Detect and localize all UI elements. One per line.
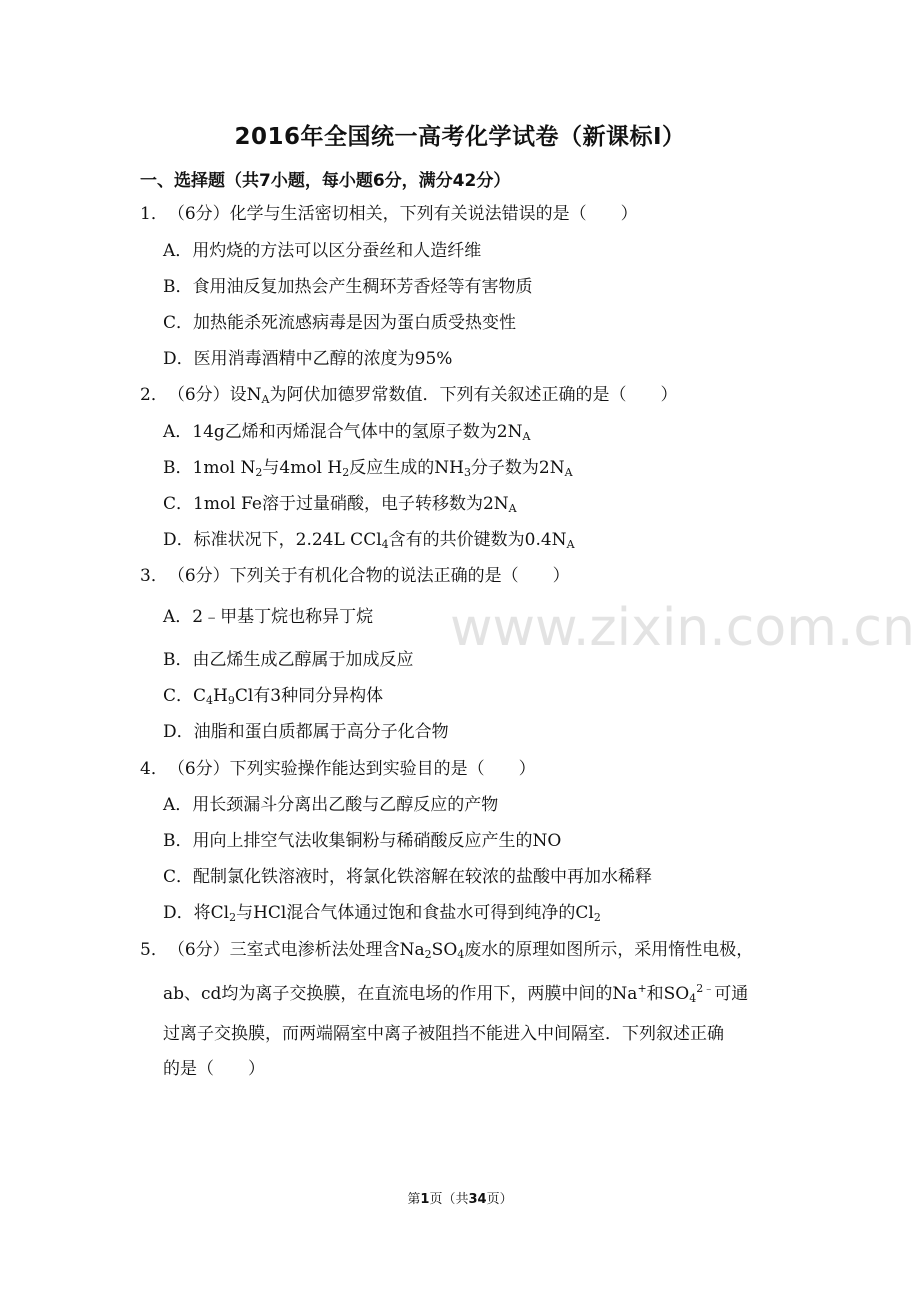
option-text: 食用油反复加热会产生稠环芳香烃等有害物质 — [192, 277, 533, 297]
option-text: 加热能杀死流感病毒是因为蛋白质受热变性 — [193, 313, 517, 333]
option-letter: C． — [163, 494, 194, 514]
option-text: 医用消毒酒精中乙醇的浓度为95% — [193, 349, 453, 369]
option-3d — [163, 720, 449, 744]
subscript: A — [522, 430, 531, 443]
option-letter: C． — [163, 313, 194, 333]
subscript: 3 — [463, 466, 471, 479]
option-3b — [163, 648, 414, 672]
watermark: www.zixin.com.cn — [450, 598, 915, 658]
question-score: （6分） — [167, 204, 230, 224]
footer-text: 页） — [486, 1192, 513, 1207]
question-5 — [140, 938, 753, 962]
question-number: 2． — [140, 385, 168, 405]
option-text: 油脂和蛋白质都属于高分子化合物 — [193, 722, 449, 742]
question-2 — [140, 383, 677, 407]
option-letter: A． — [163, 795, 193, 815]
option-text: H — [213, 686, 228, 706]
subscript: A — [508, 502, 517, 515]
subscript: A — [564, 466, 573, 479]
option-text: Cl有3种同分异构体 — [234, 686, 384, 706]
superscript: + — [637, 982, 647, 995]
option-letter: B． — [163, 831, 193, 851]
option-letter: B． — [163, 458, 193, 478]
option-text: 14g乙烯和丙烯混合气体中的氢原子数为2N — [192, 422, 523, 442]
option-1c — [163, 311, 516, 335]
option-text: 配制氯化铁溶液时，将氯化铁溶解在较浓的盐酸中再加水稀释 — [193, 867, 653, 887]
question-score: （6分） — [167, 566, 230, 586]
footer-text: 第 — [407, 1192, 421, 1207]
question-stem: 废水的原理如图所示，采用惰性电极， — [464, 940, 754, 960]
subscript: 2 — [342, 466, 350, 479]
question-score: （6分） — [167, 385, 230, 405]
option-4c — [163, 865, 652, 889]
question-5-line-3: 过离子交换膜，而两端隔室中离子被阻挡不能进入中间隔室．下列叙述正确 — [163, 1024, 724, 1044]
option-4a — [163, 793, 498, 817]
option-text: C — [193, 686, 207, 706]
total-pages: 34 — [468, 1192, 487, 1207]
subscript: 4 — [689, 992, 697, 1005]
question-stem: 设N — [229, 385, 262, 405]
option-text: 反应生成的NH — [349, 458, 464, 478]
option-letter: D． — [163, 722, 194, 742]
option-letter: A． — [163, 422, 193, 442]
question-score: （6分） — [167, 759, 230, 779]
question-stem: 下列实验操作能达到实验目的是（ ） — [229, 759, 536, 779]
question-stem: 可通 — [714, 984, 749, 1004]
question-5-line-2 — [163, 982, 748, 1006]
option-text: 含有的共价键数为0.4N — [388, 530, 567, 550]
question-stem: 下列关于有机化合物的说法正确的是（ ） — [229, 566, 570, 586]
exam-title: 2016年全国统一高考化学试卷（新课标Ⅰ） — [234, 124, 686, 150]
question-stem: 和SO — [646, 984, 690, 1004]
option-letter: D． — [163, 530, 194, 550]
question-number: 5． — [140, 940, 168, 960]
footer-text: 页（共 — [429, 1192, 469, 1207]
option-letter: D． — [163, 903, 194, 923]
option-text: 与HCl混合气体通过饱和食盐水可得到纯净的Cl — [236, 903, 594, 923]
question-stem: SO — [431, 940, 458, 960]
question-stem: 为阿伏加德罗常数值．下列有关叙述正确的是（ ） — [269, 385, 678, 405]
option-3a — [163, 605, 373, 629]
option-text: 将Cl — [193, 903, 230, 923]
subscript: 2 — [229, 911, 237, 924]
question-number: 1． — [140, 204, 168, 224]
section-heading: 一、选择题（共7小题，每小题6分，满分42分） — [140, 171, 511, 191]
option-2b — [163, 456, 573, 480]
option-letter: B． — [163, 650, 193, 670]
option-1b — [163, 275, 533, 299]
option-text: 用长颈漏斗分离出乙酸与乙醇反应的产物 — [192, 795, 499, 815]
question-number: 4． — [140, 759, 168, 779]
option-text: 2﹣甲基丁烷也称异丁烷 — [192, 607, 374, 627]
superscript: 2﹣ — [696, 982, 715, 995]
subscript: 2 — [593, 911, 601, 924]
option-4b — [163, 829, 561, 853]
subscript: A — [261, 393, 270, 406]
option-text: 1mol Fe溶于过量硝酸，电子转移数为2N — [193, 494, 509, 514]
option-letter: A． — [163, 241, 193, 261]
option-2c — [163, 492, 517, 516]
option-4d — [163, 901, 601, 925]
option-text: 用向上排空气法收集铜粉与稀硝酸反应产生的NO — [192, 831, 562, 851]
question-5-line-4: 的是（ ） — [163, 1059, 265, 1079]
subscript: 9 — [227, 694, 235, 707]
subscript: 2 — [255, 466, 263, 479]
option-3c — [163, 684, 383, 708]
option-text: 1mol N — [192, 458, 256, 478]
page-footer — [0, 1188, 920, 1207]
subscript: 4 — [381, 538, 389, 551]
option-text: 由乙烯生成乙醇属于加成反应 — [192, 650, 414, 670]
option-letter: C． — [163, 686, 194, 706]
option-text: 用灼烧的方法可以区分蚕丝和人造纤维 — [192, 241, 482, 261]
question-score: （6分） — [167, 940, 230, 960]
question-stem: 三室式电渗析法处理含Na — [229, 940, 425, 960]
question-4 — [140, 757, 536, 781]
question-3 — [140, 564, 570, 588]
option-letter: D． — [163, 349, 194, 369]
question-stem: 化学与生活密切相关，下列有关说法错误的是（ ） — [229, 204, 638, 224]
option-2a — [163, 420, 530, 444]
option-1a — [163, 239, 481, 263]
subscript: 2 — [424, 948, 432, 961]
subscript: 4 — [457, 948, 465, 961]
subscript: 4 — [206, 694, 214, 707]
question-1 — [140, 202, 638, 226]
option-letter: B． — [163, 277, 193, 297]
question-stem: ab、cd均为离子交换膜，在直流电场的作用下，两膜中间的Na — [163, 984, 638, 1004]
option-2d — [163, 528, 575, 552]
subscript: A — [566, 538, 575, 551]
page-number: 1 — [420, 1192, 430, 1207]
option-letter: C． — [163, 867, 194, 887]
option-letter: A． — [163, 607, 193, 627]
question-number: 3． — [140, 566, 168, 586]
option-1d — [163, 347, 452, 371]
option-text: 分子数为2N — [470, 458, 565, 478]
option-text: 与4mol H — [262, 458, 343, 478]
option-text: 标准状况下，2.24L CCl — [193, 530, 382, 550]
